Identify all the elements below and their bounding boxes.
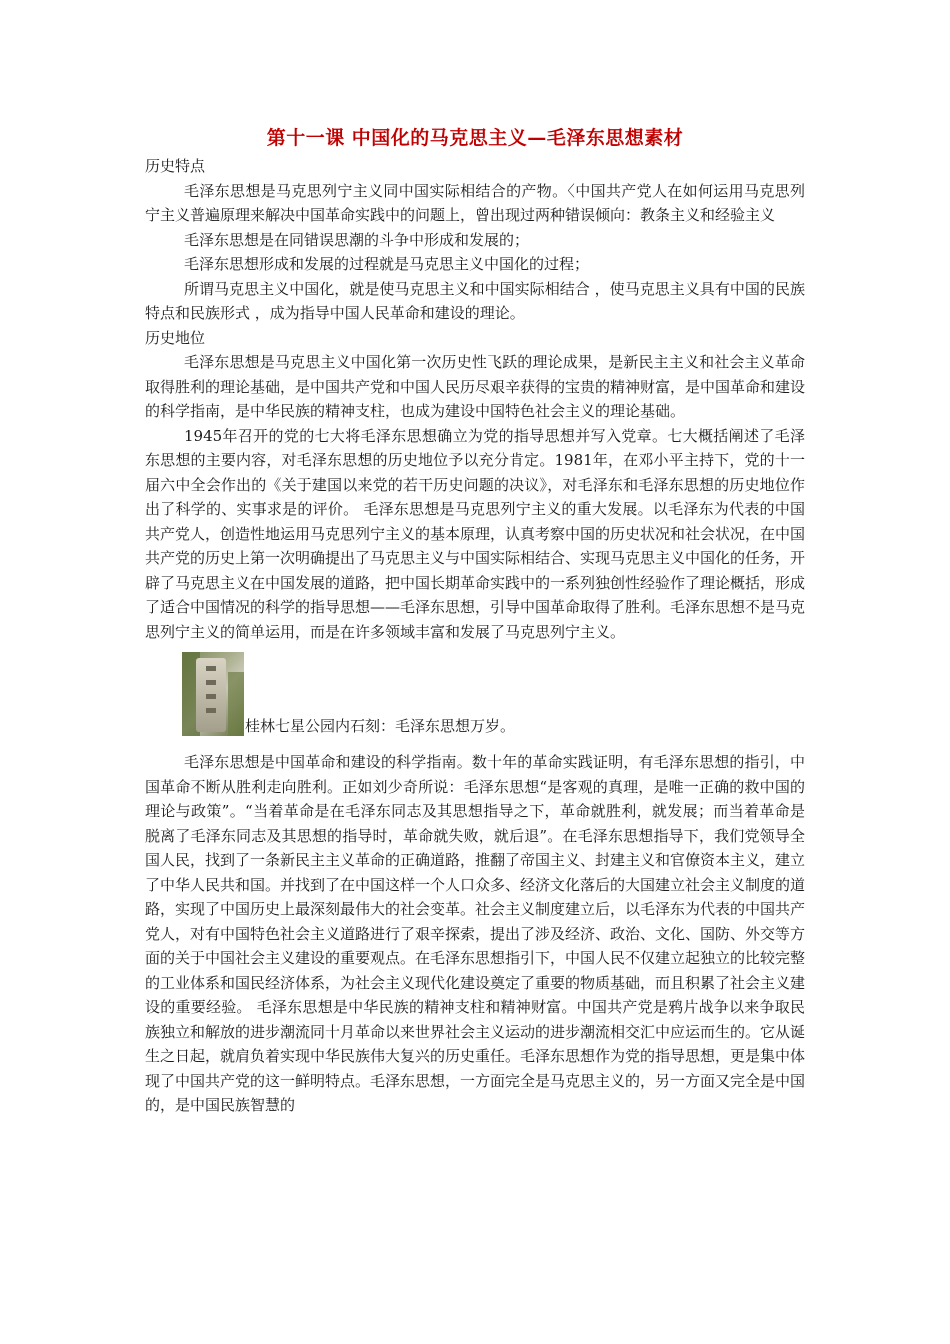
paragraph: 毛泽东思想是在同错误思潮的斗争中形成和发展的；	[184, 230, 530, 249]
paragraph: 1945年召开的党的七大将毛泽东思想确立为党的指导思想并写入党章。七大概括阐述了毛泽东思想的主要内容，对毛泽东思想的历史地位予以充分肯定。1981年，在邓小平主持下，党的十一届六中全会作出的《关于建国以来党的若干历史问题的决议》，对毛泽东和毛泽东思想的历史地位作出了科学的、实事求是的评价。 毛泽东思想是马克思列宁主义的重大发展。以毛泽东为代表的中国共产党人，创造性地运用马克思列宁主义的基本原理，认真考察中国的历史状况和社会状况，在中国共产党的历史上第一次明确提出了马克思主义与中国实际相结合、实现马克思主义中国化的任务，开辟了马克思主义在中国发展的道路，把中国长期革命实践中的一系列独创性经验作了理论概括，形成了适合中国情况的科学的指导思想——毛泽东思想，引导中国革命取得了胜利。毛泽东思想不是马克思列宁主义的简单运用，而是在许多领域丰富和发展了马克思列宁主义。	[145, 426, 806, 641]
section-heading: 历史地位	[145, 328, 206, 347]
paragraph: 毛泽东思想是马克思主义中国化第一次历史性飞跃的理论成果，是新民主主义和社会主义革命取得胜利的理论基础，是中国共产党和中国人民历尽艰辛获得的宝贵的精神财富，是中国革命和建设的科学指南，是中华民族的精神支柱，也成为建设中国特色社会主义的理论基础。	[145, 353, 806, 420]
document-body	[145, 124, 805, 1118]
paragraph: 毛泽东思想形成和发展的过程就是马克思主义中国化的过程；	[184, 255, 590, 273]
section-heading: 历史特点	[145, 157, 206, 175]
paragraph: 毛泽东思想是中国革命和建设的科学指南。数十年的革命实践证明，有毛泽东思想的指引，中国革命不断从胜利走向胜利。正如刘少奇所说：毛泽东思想“是客观的真理，是唯一正确的救中国的理论与政策”。“当着革命是在毛泽东同志及其思想指导之下，革命就胜利，就发展；而当着革命是脱离了毛泽东同志及其思想的指导时，革命就失败，就后退”。在毛泽东思想指导下，我们党领导全国人民，找到了一条新民主主义革命的正确道路，推翻了帝国主义、封建主义和官僚资本主义，建立了中华人民共和国。并找到了在中国这样一个人口众多、经济文化落后的大国建立社会主义制度的道路，实现了中国历史上最深刻最伟大的社会变革。社会主义制度建立后，以毛泽东为代表的中国共产党人，对有中国特色社会主义道路进行了艰辛探索，提出了涉及经济、政治、文化、国防、外交等方面的关于中国社会主义建设的重要观点。在毛泽东思想指引下，中国人民不仅建立起独立的比较完整的工业体系和国民经济体系，为社会主义现代化建设奠定了重要的物质基础，而且积累了社会主义建设的重要经验。 毛泽东思想是中华民族的精神支柱和精神财富。中国共产党是鸦片战争以来争取民族独立和解放的进步潮流同十月革命以来世界社会主义运动的进步潮流相交汇中应运而生的。它从诞生之日起，就肩负着实现中华民族伟大复兴的历史重任。毛泽东思想作为党的指导思想，更是集中体现了中国共产党的这一鲜明特点。毛泽东思想，一方面完全是马克思主义的，另一方面又完全是中国的，是中国民族智慧的	[145, 753, 806, 1114]
paragraph: 毛泽东思想是马克思列宁主义同中国实际相结合的产物。〈中国共产党人在如何运用马克思列宁主义普遍原理来解决中国革命实践中的问题上，曾出现过两种错误倾向：教条主义和经验主义	[145, 181, 805, 224]
paragraph: 所谓马克思主义中国化，就是使马克思主义和中国实际相结合 ，使马克思主义具有中国的民族特点和民族形式 ，成为指导中国人民革命和建设的理论。	[145, 279, 805, 322]
figure-stone-carving	[182, 652, 805, 736]
figure-caption: 桂林七星公园内石刻：毛泽东思想万岁。	[245, 717, 516, 735]
page-title: 第十一课 中国化的马克思主义—毛泽东思想素材	[266, 127, 684, 149]
section-historical-status	[145, 326, 805, 645]
section-historical-features	[145, 154, 805, 326]
stone-carving-photo	[182, 652, 244, 736]
